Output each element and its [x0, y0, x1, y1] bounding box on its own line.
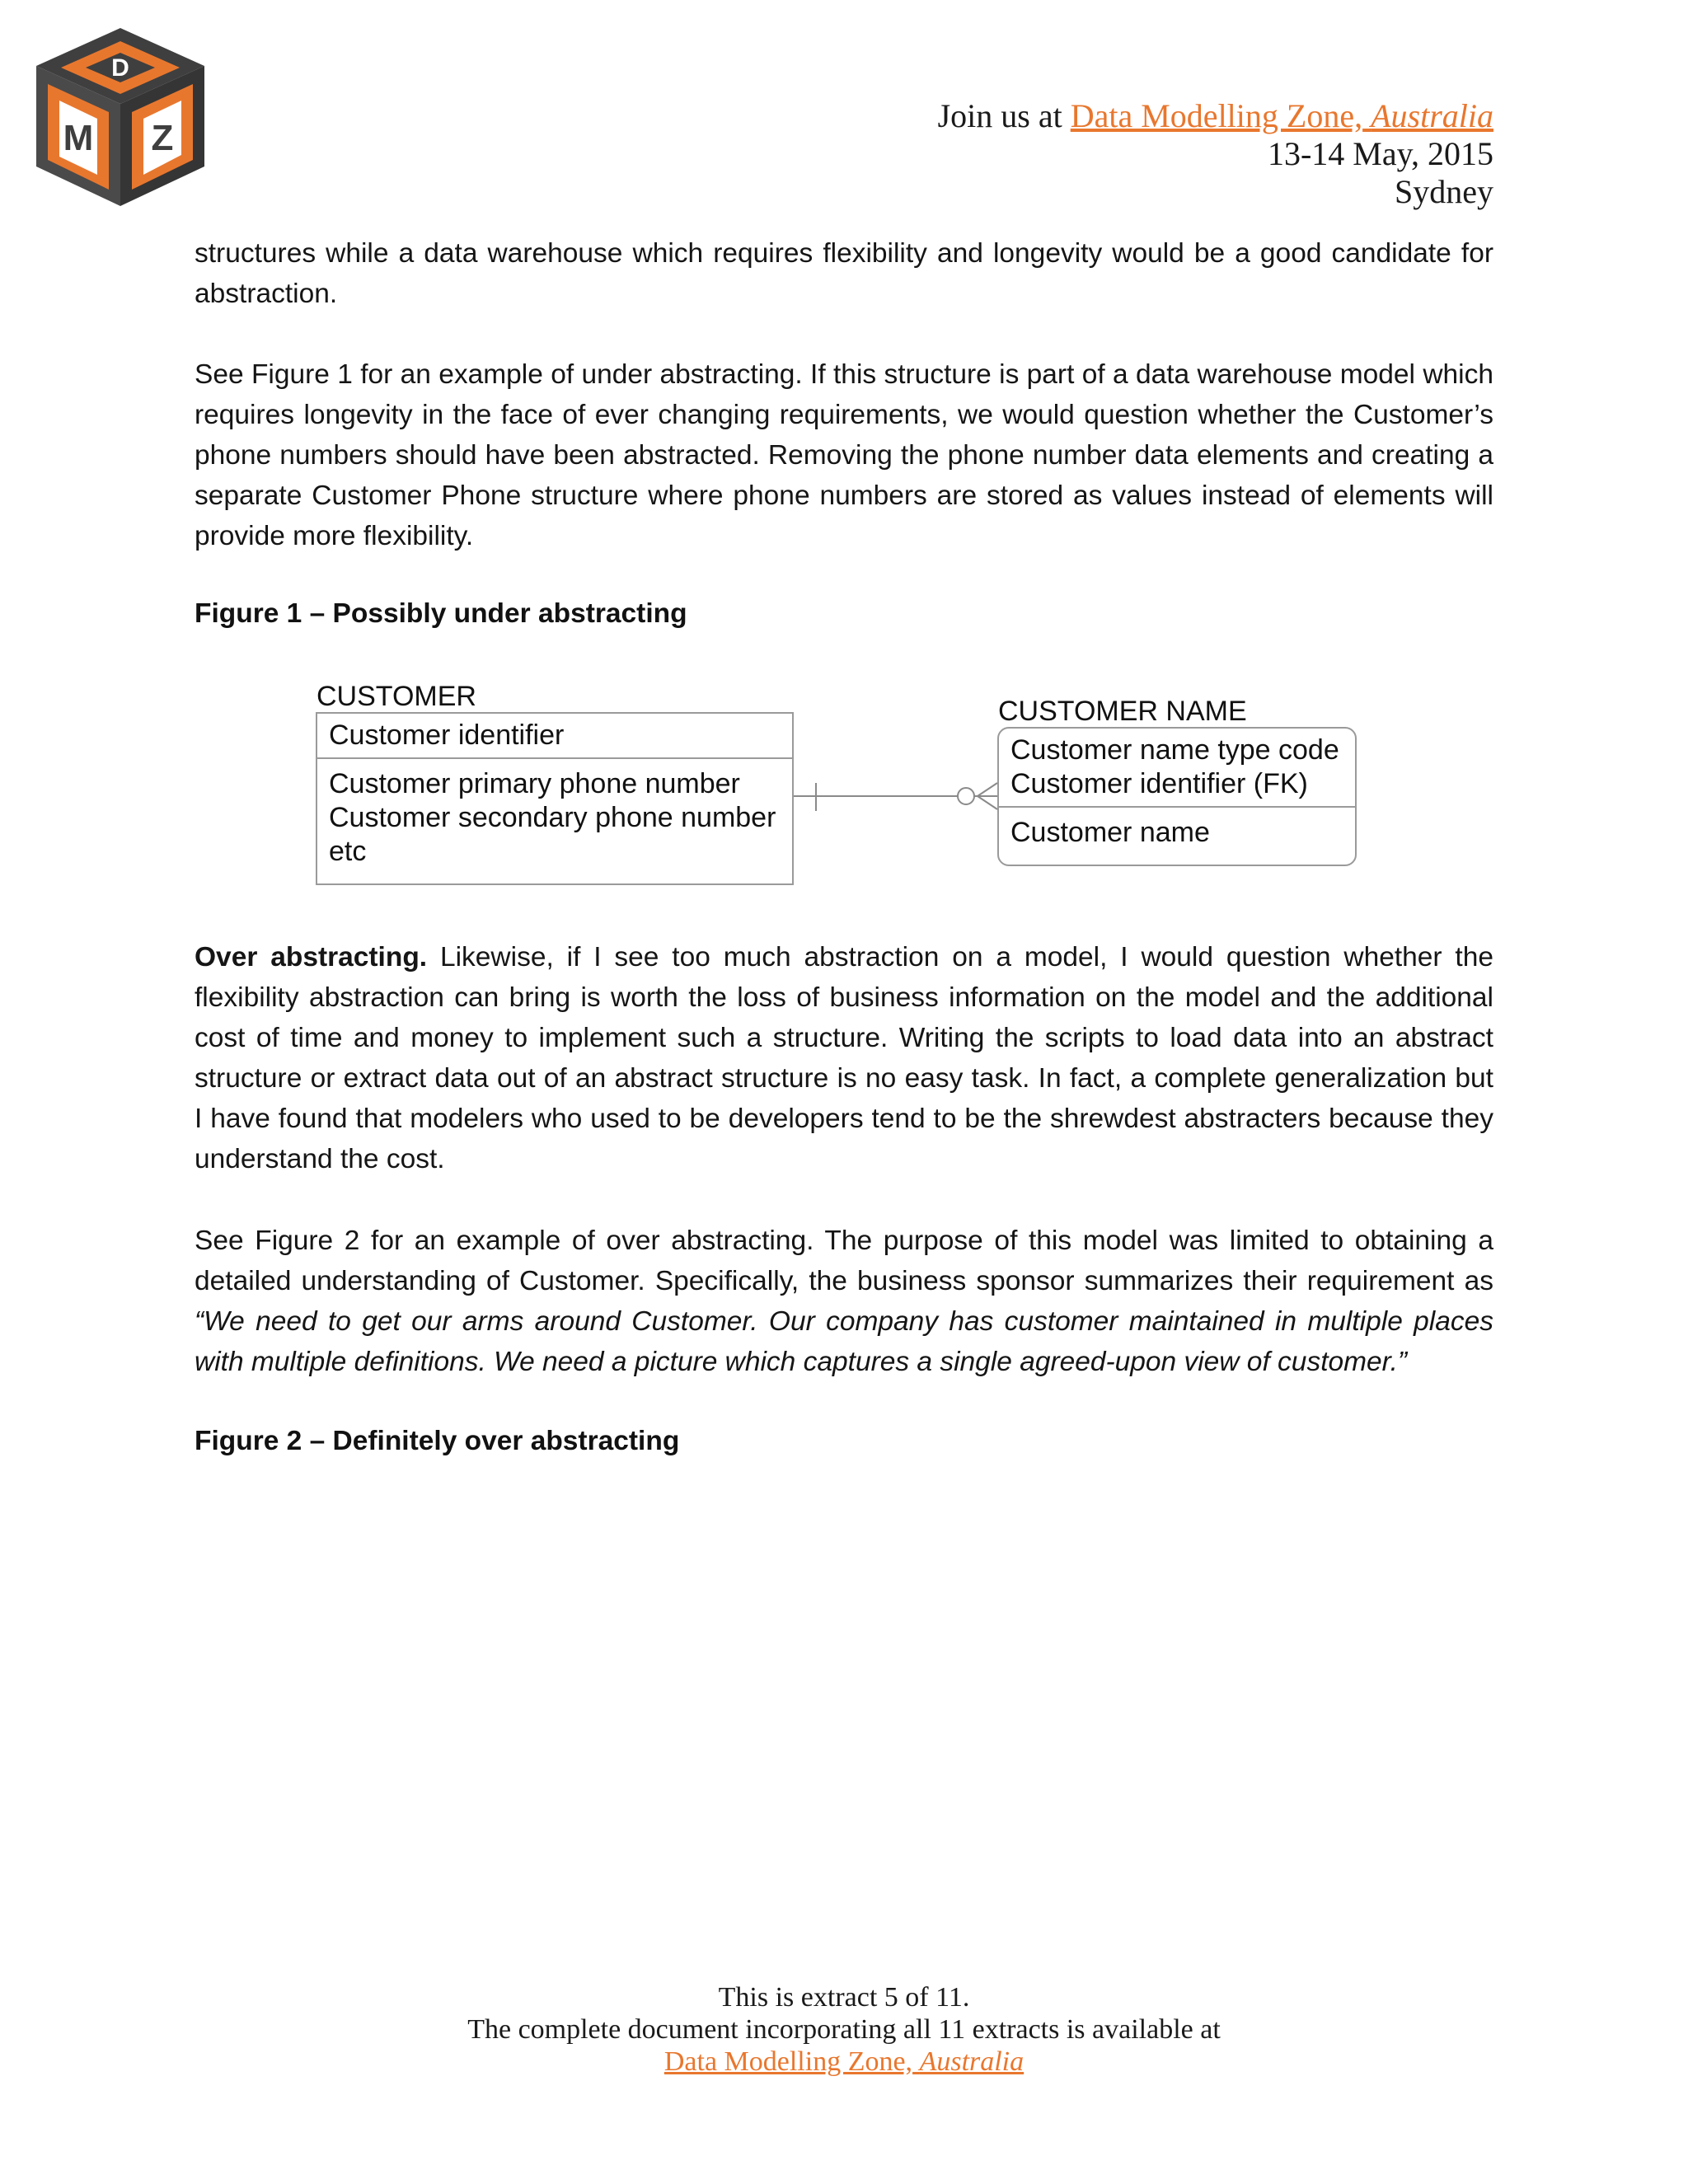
customer-name-attr-name: Customer name — [1010, 817, 1210, 848]
customer-attr-etc: etc — [329, 836, 367, 867]
dmz-logo — [30, 25, 211, 210]
event-dates: 13-14 May, 2015 — [1267, 135, 1493, 172]
paragraph-4-text: See Figure 2 for an example of over abstracting. The purpose of this model was limited to obtaining a detailed understanding of Customer. Specifically, the business sponsor summarizes their requirement as — [195, 1226, 1493, 1296]
event-link[interactable]: Data Modelling Zone, Australia — [1070, 97, 1493, 134]
customer-name-key-customer-id: Customer identifier (FK) — [1010, 768, 1308, 799]
customer-attr-secondary-phone: Customer secondary phone number — [329, 802, 776, 833]
figure-1-caption: Figure 1 – Possibly under abstracting — [195, 598, 687, 629]
join-prefix: Join us at — [937, 97, 1071, 134]
event-city: Sydney — [1395, 173, 1493, 210]
customer-attr-primary-phone: Customer primary phone number — [329, 768, 740, 799]
footer-extract-line: This is extract 5 of 11. — [718, 1982, 970, 2013]
paragraph-3-lead: Over abstracting. — [195, 942, 428, 972]
customer-entity-attributes — [317, 759, 792, 874]
customer-name-entity — [997, 727, 1357, 866]
paragraph-2: See Figure 1 for an example of under abstracting. If this structure is part of a data warehouse model which requires longevity in the face of ever changing requirements, we would question whether the Customer’s phone numbers should have been abstracted. Removing the phone number data elements and creating a separate Customer Phone structure where phone numbers are stored as values instead of elements will provide more flexibility. — [195, 359, 1493, 551]
logo-letter-d: D — [111, 54, 129, 82]
paragraph-3 — [195, 937, 1493, 1179]
customer-key-attr: Customer identifier — [329, 719, 565, 751]
customer-entity-title: CUSTOMER — [316, 681, 476, 712]
crows-foot-upper — [978, 783, 997, 796]
paragraph-3-text: Likewise, if I see too much abstraction on a model, I would question whether the flexibility abstraction can bring is worth the loss of business information on the model and the additional cost of time and money to implement such a structure. Writing the scripts to load data into an abstract structure or extract data out of an abstract structure is no easy task. In fact, a complete generalization but I have found that modelers who used to be developers tend to be the shrewdest abstracters because they understand the cost. — [195, 942, 1494, 1174]
logo-letter-z: Z — [151, 118, 174, 158]
figure-2-caption: Figure 2 – Definitely over abstracting — [195, 1426, 680, 1456]
customer-name-entity-keys — [999, 729, 1355, 808]
customer-entity-key — [317, 714, 792, 759]
crows-foot-lower — [978, 796, 997, 809]
customer-name-entity-title: CUSTOMER NAME — [998, 696, 1247, 727]
footer-availability-line: The complete document incorporating all 11 extracts is available at — [467, 2014, 1221, 2045]
customer-name-key-type-code: Customer name type code — [1010, 734, 1339, 766]
footer-link[interactable]: Data Modelling Zone, Australia — [663, 2046, 1025, 2077]
logo-letter-m: M — [63, 118, 94, 158]
zero-optional-circle — [958, 788, 974, 804]
paragraph-4 — [195, 1221, 1493, 1382]
page-footer — [0, 1981, 1688, 2078]
event-header — [752, 97, 1493, 211]
event-join-line — [752, 97, 1493, 135]
customer-name-entity-attributes — [999, 808, 1355, 855]
paragraph-1: structures while a data warehouse which requires flexibility and longevity would be a good candidate for abstraction. — [195, 238, 1493, 309]
paragraph-4-quote: “We need to get our arms around Customer. Our company has customer maintained in multiple places with multiple definitions. We need a picture which captures a single agreed-upon view of customer.” — [195, 1306, 1493, 1377]
customer-entity — [316, 712, 794, 885]
